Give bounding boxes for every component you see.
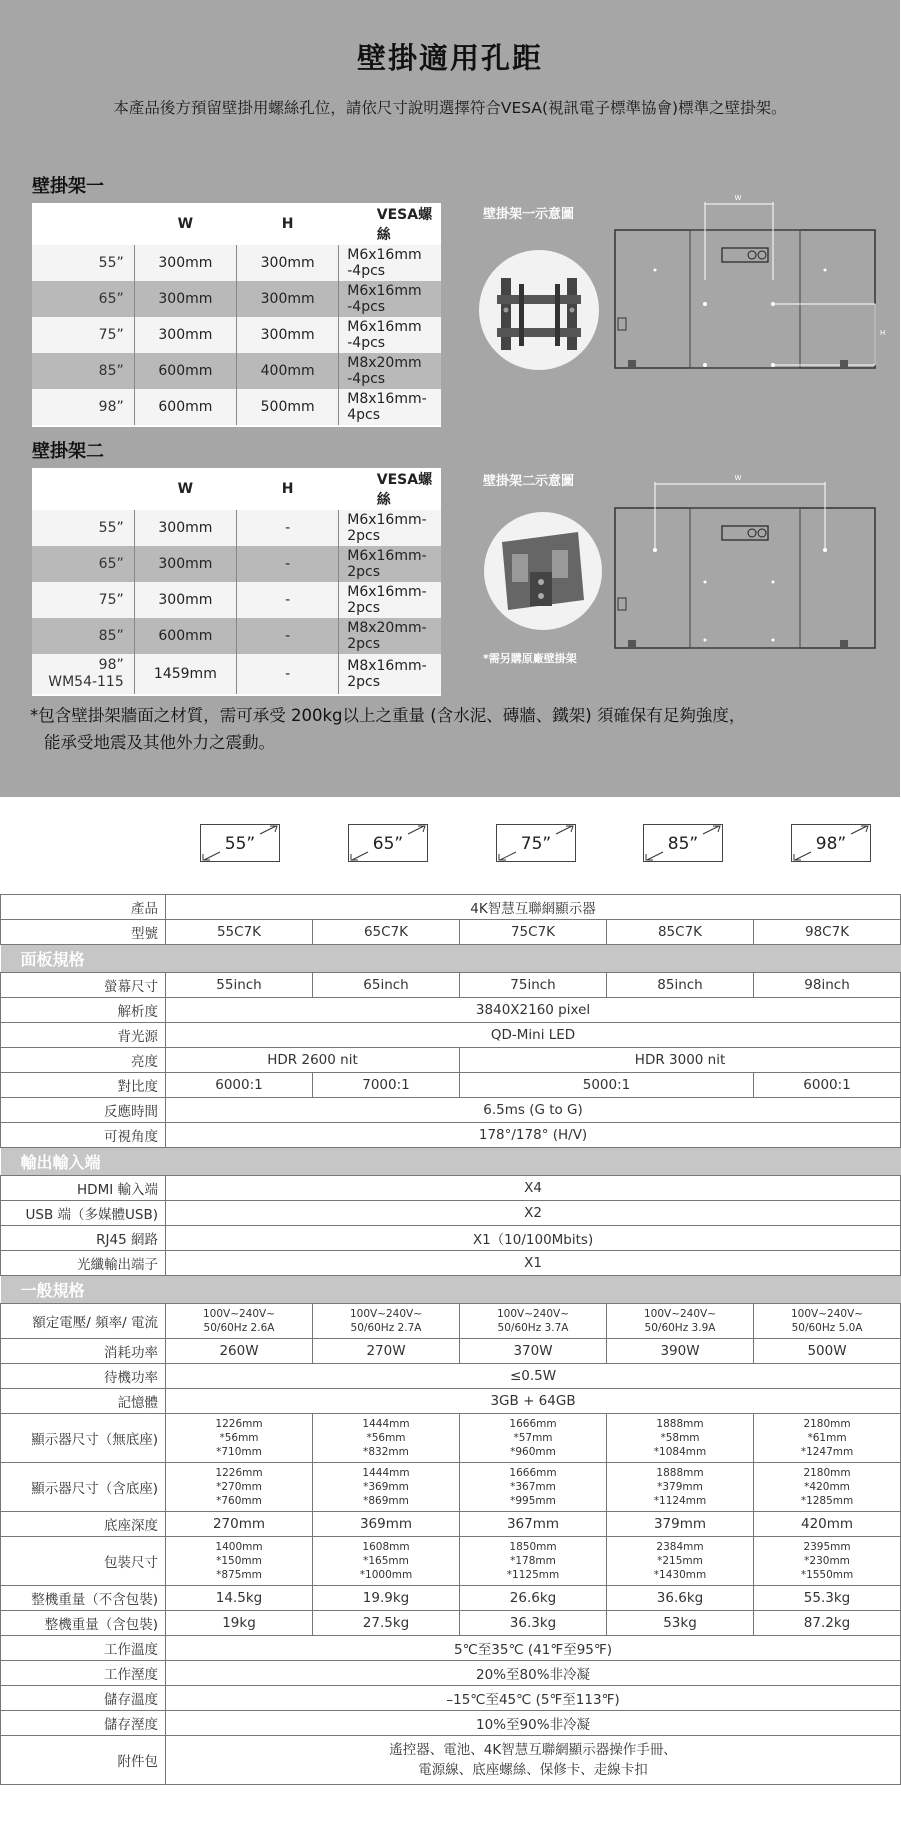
vesa-cell-w: 300mm	[134, 245, 236, 281]
general-header	[1, 1276, 901, 1304]
mount2-heading: 壁掛架二	[32, 441, 104, 462]
vesa-cell-v: M8x16mm-4pcs	[339, 389, 441, 426]
screen-row-cell: 98inch	[754, 973, 901, 998]
vesa-model-line: WM54-115	[48, 674, 124, 690]
vesa-row	[32, 654, 441, 695]
vesa-cell-h: 400mm	[237, 353, 339, 389]
mount1-bracket-image	[479, 250, 599, 370]
power-row-cell	[313, 1304, 460, 1339]
vesa-header-cell	[32, 468, 134, 510]
vesa-header-cell: H	[237, 203, 339, 245]
acc-row-label: 附件包	[1, 1736, 166, 1785]
vesa-cell-size: 65”	[32, 546, 134, 582]
mount2-figure-note: *需另購原廠壁掛架	[483, 652, 577, 665]
dim-stand-row-line: *379mm	[657, 1481, 703, 1493]
power-row-line: 50/60Hz 2.7A	[350, 1322, 422, 1334]
sthum-row-label: 儲存溼度	[1, 1711, 166, 1736]
vesa-cell-size	[32, 654, 134, 695]
size-badge	[200, 824, 280, 862]
net-row-cell: 26.6kg	[460, 1586, 607, 1611]
vesa-row	[32, 245, 441, 281]
pack-row-line: 2395mm	[803, 1541, 851, 1553]
net-row-cell: 19.9kg	[313, 1586, 460, 1611]
size-badge-label: 55”	[224, 834, 256, 854]
bright-row-cell: HDR 3000 nit	[460, 1048, 901, 1073]
pack-row-line: *165mm	[363, 1555, 409, 1567]
standby-row-cell: ≤0.5W	[166, 1364, 901, 1389]
pack-row	[1, 1537, 901, 1586]
screen-row-cell: 65inch	[313, 973, 460, 998]
product-row-label: 產品	[1, 895, 166, 920]
res-row	[1, 998, 901, 1023]
gross-row	[1, 1611, 901, 1636]
pack-row-cell	[166, 1537, 313, 1586]
vesa-row	[32, 353, 441, 389]
vesa-cell-v: M6x16mm -4pcs	[339, 245, 441, 281]
power-row-cell	[607, 1304, 754, 1339]
vesa-cell-v: M6x16mm -4pcs	[339, 281, 441, 317]
power-row-line: 100V~240V~	[791, 1308, 864, 1320]
spec-table	[0, 894, 901, 1785]
sttemp-row-label: 儲存溫度	[1, 1686, 166, 1711]
vesa-cell-w: 600mm	[134, 389, 236, 426]
power-row-line: 100V~240V~	[496, 1308, 570, 1320]
dim-nostand-row-cell	[754, 1414, 901, 1463]
response-row	[1, 1098, 901, 1123]
bracket-tilt-icon	[484, 512, 602, 630]
size-badge	[791, 824, 871, 862]
hdmi-row	[1, 1176, 901, 1201]
vesa-header-row	[32, 468, 441, 510]
acc-row-line: 遙控器、電池、4K智慧互聯網顯示器操作手冊、	[389, 1742, 677, 1758]
ophum-row-cell: 20%至80%非冷凝	[166, 1661, 901, 1686]
power-row-cell	[754, 1304, 901, 1339]
net-row-cell: 14.5kg	[166, 1586, 313, 1611]
standby-row-label: 待機功率	[1, 1364, 166, 1389]
dim-nostand-row-line: 2180mm	[803, 1418, 851, 1430]
dim-nostand-row-cell	[607, 1414, 754, 1463]
vesa-cell-size: 55”	[32, 510, 134, 546]
pack-row-line: *215mm	[657, 1555, 703, 1567]
power-row-line: 50/60Hz 3.9A	[644, 1322, 716, 1334]
gross-row-cell: 53kg	[607, 1611, 754, 1636]
w2-dim-label: W	[734, 474, 742, 482]
vesa-cell-h: -	[237, 582, 339, 618]
net-row-cell: 36.6kg	[607, 1586, 754, 1611]
base-row-label: 底座深度	[1, 1512, 166, 1537]
dim-stand-row-cell	[166, 1463, 313, 1512]
dim-nostand-row-cell	[460, 1414, 607, 1463]
dim-nostand-row	[1, 1414, 901, 1463]
model-row-label: 型號	[1, 920, 166, 945]
vesa-cell-v: M8x20mm -4pcs	[339, 353, 441, 389]
acc-row-line: 電源線、底座螺絲、保修卡、走線卡扣	[418, 1762, 648, 1778]
pack-row-line: 1850mm	[509, 1541, 557, 1553]
rj45-row	[1, 1226, 901, 1251]
screen-row	[1, 973, 901, 998]
dim-stand-row-line: 2180mm	[803, 1467, 851, 1479]
size-badge	[348, 824, 428, 862]
net-row-label: 整機重量（不含包裝)	[1, 1586, 166, 1611]
dim-stand-row-line: *369mm	[363, 1481, 409, 1493]
power-row-label: 額定電壓/ 頻率/ 電流	[1, 1304, 166, 1339]
vesa-row	[32, 582, 441, 618]
mount1-table	[32, 203, 441, 427]
dim-nostand-row-line: *832mm	[363, 1446, 409, 1458]
angle-row	[1, 1123, 901, 1148]
rj45-row-cell: X1（10/100Mbits)	[166, 1226, 901, 1251]
vesa-cell-h: 300mm	[237, 317, 339, 353]
dim-stand-row-line: 1666mm	[509, 1467, 557, 1479]
vesa-header-cell: H	[237, 468, 339, 510]
screen-row-cell: 85inch	[607, 973, 754, 998]
consume-row-cell: 390W	[607, 1339, 754, 1364]
vesa-cell-size: 85”	[32, 353, 134, 389]
h-dim-label: H	[880, 329, 886, 337]
vesa-cell-h: -	[237, 510, 339, 546]
dim-nostand-row-line: 1226mm	[215, 1418, 263, 1430]
io-header	[1, 1148, 901, 1176]
vesa-cell-w: 300mm	[134, 546, 236, 582]
vesa-cell-v: M8x20mm-2pcs	[339, 618, 441, 654]
diagonal-arrow-icon	[643, 824, 723, 862]
dim-stand-row-line: *367mm	[510, 1481, 556, 1493]
screen-row-cell: 75inch	[460, 973, 607, 998]
dim-nostand-row-line: 1666mm	[509, 1418, 557, 1430]
contrast-row	[1, 1073, 901, 1098]
optemp-row-cell: 5℃至35℃ (41℉至95℉)	[166, 1636, 901, 1661]
standby-row	[1, 1364, 901, 1389]
pack-row-label: 包裝尺寸	[1, 1537, 166, 1586]
dim-stand-row-line: 1444mm	[362, 1467, 410, 1479]
vesa-header-cell: W	[134, 203, 236, 245]
power-row	[1, 1304, 901, 1339]
mount2-table	[32, 468, 441, 696]
power-row-cell	[460, 1304, 607, 1339]
backlight-row	[1, 1023, 901, 1048]
rj45-row-label: RJ45 網路	[1, 1226, 166, 1251]
dim-stand-row-line: *760mm	[216, 1495, 262, 1507]
vesa-cell-h: 500mm	[237, 389, 339, 426]
mount1-heading: 壁掛架一	[32, 176, 104, 197]
model-row-cell: 98C7K	[754, 920, 901, 945]
screen-row-cell: 55inch	[166, 973, 313, 998]
vesa-cell-size: 75”	[32, 582, 134, 618]
vesa-row	[32, 546, 441, 582]
dim-nostand-row-label: 顯示器尺寸（無底座)	[1, 1414, 166, 1463]
vesa-cell-v: M6x16mm-2pcs	[339, 546, 441, 582]
gross-row-cell: 19kg	[166, 1611, 313, 1636]
pack-row-line: *1125mm	[506, 1569, 560, 1581]
mount2-figure-label: 壁掛架二示意圖	[483, 474, 575, 489]
vesa-cell-h: 300mm	[237, 245, 339, 281]
vesa-row	[32, 389, 441, 426]
pack-row-line: *178mm	[510, 1555, 556, 1567]
contrast-row-cell: 7000:1	[313, 1073, 460, 1098]
vesa-row	[32, 618, 441, 654]
angle-row-cell: 178°/178° (H/V)	[166, 1123, 901, 1148]
dim-nostand-row-line: *1084mm	[653, 1446, 707, 1458]
response-row-cell: 6.5ms (G to G)	[166, 1098, 901, 1123]
vesa-cell-h: -	[237, 618, 339, 654]
pack-row-line: *1430mm	[653, 1569, 707, 1581]
angle-row-label: 可視角度	[1, 1123, 166, 1148]
dim-nostand-row-line: *960mm	[510, 1446, 556, 1458]
base-row-cell: 369mm	[313, 1512, 460, 1537]
sttemp-row-cell: –15℃至45℃ (5℉至113℉)	[166, 1686, 901, 1711]
dim-stand-row-cell	[754, 1463, 901, 1512]
vesa-row	[32, 510, 441, 546]
intro-text: 本產品後方預留壁掛用螺絲孔位，請依尺寸說明選擇符合VESA(視訊電子標準協會)標準之壁掛架。	[113, 99, 787, 117]
model-row	[1, 920, 901, 945]
optical-row-cell: X1	[166, 1251, 901, 1276]
contrast-row-cell: 6000:1	[166, 1073, 313, 1098]
size-badge-label: 75”	[520, 834, 552, 854]
gross-row-cell: 36.3kg	[460, 1611, 607, 1636]
pack-row-line: 2384mm	[656, 1541, 704, 1553]
vesa-cell-size: 55”	[32, 245, 134, 281]
dim-nostand-row-line: *56mm	[219, 1432, 259, 1444]
dim-nostand-row-line: *57mm	[513, 1432, 553, 1444]
vesa-size-line: 98”	[98, 657, 124, 673]
screen-row-label: 螢幕尺寸	[1, 973, 166, 998]
vesa-cell-h: -	[237, 546, 339, 582]
vesa-cell-v: M6x16mm-2pcs	[339, 510, 441, 546]
consume-row-cell: 370W	[460, 1339, 607, 1364]
dim-stand-row-line: *420mm	[804, 1481, 850, 1493]
dim-nostand-row-cell	[313, 1414, 460, 1463]
panel-header-label: 面板規格	[1, 945, 901, 973]
vesa-row	[32, 281, 441, 317]
response-row-label: 反應時間	[1, 1098, 166, 1123]
vesa-header-cell: VESA螺絲	[339, 468, 441, 510]
contrast-row-label: 對比度	[1, 1073, 166, 1098]
vesa-cell-size: 85”	[32, 618, 134, 654]
io-header-label: 輸出輸入端	[1, 1148, 901, 1176]
vesa-cell-v: M6x16mm-2pcs	[339, 582, 441, 618]
vesa-cell-h: -	[237, 654, 339, 695]
vesa-cell-w: 600mm	[134, 618, 236, 654]
consume-row-label: 消耗功率	[1, 1339, 166, 1364]
optical-row	[1, 1251, 901, 1276]
diagonal-arrow-icon	[496, 824, 576, 862]
dim-stand-row-line: *869mm	[363, 1495, 409, 1507]
dim-nostand-row-line: *58mm	[660, 1432, 700, 1444]
dim-stand-row-line: *1285mm	[800, 1495, 854, 1507]
dim-nostand-row-line: *710mm	[216, 1446, 262, 1458]
base-row	[1, 1512, 901, 1537]
dim-nostand-row-line: *61mm	[807, 1432, 847, 1444]
usb-row-cell: X2	[166, 1201, 901, 1226]
pack-row-line: *1000mm	[359, 1569, 413, 1581]
vesa-cell-v: M6x16mm -4pcs	[339, 317, 441, 353]
contrast-row-cell: 5000:1	[460, 1073, 754, 1098]
product-row-cell: 4K智慧互聯網顯示器	[166, 895, 901, 920]
dim-nostand-row-line: 1888mm	[656, 1418, 704, 1430]
diagonal-arrow-icon	[348, 824, 428, 862]
bright-row-cell: HDR 2600 nit	[166, 1048, 460, 1073]
dim-stand-row-label: 顯示器尺寸（含底座)	[1, 1463, 166, 1512]
memory-row-cell: 3GB + 64GB	[166, 1389, 901, 1414]
consume-row-cell: 270W	[313, 1339, 460, 1364]
hdmi-row-label: HDMI 輸入端	[1, 1176, 166, 1201]
power-row-cell	[166, 1304, 313, 1339]
dim-stand-row-line: *995mm	[510, 1495, 556, 1507]
size-badge-label: 98”	[815, 834, 847, 854]
acc-row	[1, 1736, 901, 1785]
consume-row-cell: 500W	[754, 1339, 901, 1364]
gross-row-cell: 27.5kg	[313, 1611, 460, 1636]
vesa-header-cell: W	[134, 468, 236, 510]
mount1-tv-diagram	[610, 190, 886, 380]
res-row-cell: 3840X2160 pixel	[166, 998, 901, 1023]
ophum-row-label: 工作溼度	[1, 1661, 166, 1686]
dim-nostand-row-line: *56mm	[366, 1432, 406, 1444]
note-line-2: 能承受地震及其他外力之震動。	[44, 733, 275, 752]
consume-row-cell: 260W	[166, 1339, 313, 1364]
dim-nostand-row-line: *1247mm	[800, 1446, 854, 1458]
power-row-line: 50/60Hz 5.0A	[791, 1322, 863, 1334]
power-row-line: 100V~240V~	[202, 1308, 276, 1320]
bright-row-label: 亮度	[1, 1048, 166, 1073]
size-badge	[643, 824, 723, 862]
consume-row	[1, 1339, 901, 1364]
base-row-cell: 270mm	[166, 1512, 313, 1537]
vesa-cell-w: 1459mm	[134, 654, 236, 695]
dim-stand-row-line: 1226mm	[215, 1467, 263, 1479]
size-badge	[496, 824, 576, 862]
panel-header	[1, 945, 901, 973]
vesa-cell-w: 300mm	[134, 281, 236, 317]
dim-nostand-row-line: 1444mm	[362, 1418, 410, 1430]
vesa-cell-w: 300mm	[134, 510, 236, 546]
bracket-fixed-icon	[479, 250, 599, 370]
sthum-row-cell: 10%至90%非冷凝	[166, 1711, 901, 1736]
vesa-header-cell: VESA螺絲	[339, 203, 441, 245]
hdmi-row-cell: X4	[166, 1176, 901, 1201]
pack-row-cell	[460, 1537, 607, 1586]
backlight-row-cell: QD-Mini LED	[166, 1023, 901, 1048]
base-row-cell: 367mm	[460, 1512, 607, 1537]
vesa-cell-h: 300mm	[237, 281, 339, 317]
sttemp-row	[1, 1686, 901, 1711]
dim-stand-row-cell	[460, 1463, 607, 1512]
acc-row-cell	[166, 1736, 901, 1785]
vesa-row	[32, 317, 441, 353]
base-row-cell: 420mm	[754, 1512, 901, 1537]
net-row	[1, 1586, 901, 1611]
vesa-cell-w: 300mm	[134, 317, 236, 353]
gross-row-label: 整機重量（含包裝)	[1, 1611, 166, 1636]
size-badge-label: 85”	[667, 834, 699, 854]
backlight-row-label: 背光源	[1, 1023, 166, 1048]
dim-stand-row-cell	[313, 1463, 460, 1512]
dim-stand-row-line: *270mm	[216, 1481, 262, 1493]
mount2-tv-diagram	[610, 460, 880, 660]
model-row-cell: 55C7K	[166, 920, 313, 945]
optical-row-label: 光纖輸出端子	[1, 1251, 166, 1276]
mount1-figure-label: 壁掛架一示意圖	[483, 207, 575, 222]
dim-nostand-row-cell	[166, 1414, 313, 1463]
model-row-cell: 65C7K	[313, 920, 460, 945]
diagonal-arrow-icon	[791, 824, 871, 862]
pack-row-line: *1550mm	[800, 1569, 854, 1581]
vesa-header-row	[32, 203, 441, 245]
net-row-cell: 55.3kg	[754, 1586, 901, 1611]
model-row-cell: 75C7K	[460, 920, 607, 945]
pack-row-line: 1608mm	[362, 1541, 410, 1553]
res-row-label: 解析度	[1, 998, 166, 1023]
diagonal-arrow-icon	[200, 824, 280, 862]
vesa-cell-size: 75”	[32, 317, 134, 353]
model-row-cell: 85C7K	[607, 920, 754, 945]
ophum-row	[1, 1661, 901, 1686]
wall-strength-note	[30, 702, 850, 756]
bright-row	[1, 1048, 901, 1073]
w-dim-label: W	[734, 194, 742, 202]
vesa-header-cell	[32, 203, 134, 245]
dim-stand-row-cell	[607, 1463, 754, 1512]
vesa-cell-v: M8x16mm-2pcs	[339, 654, 441, 695]
contrast-row-cell: 6000:1	[754, 1073, 901, 1098]
vesa-cell-size: 65”	[32, 281, 134, 317]
dim-stand-row-line: 1888mm	[656, 1467, 704, 1479]
size-badge-label: 65”	[372, 834, 404, 854]
pack-row-cell	[754, 1537, 901, 1586]
dim-stand-row-line: *1124mm	[653, 1495, 707, 1507]
general-header-label: 一般規格	[1, 1276, 901, 1304]
usb-row-label: USB 端（多媒體USB)	[1, 1201, 166, 1226]
dim-stand-row	[1, 1463, 901, 1512]
gross-row-cell: 87.2kg	[754, 1611, 901, 1636]
pack-row-line: *230mm	[804, 1555, 850, 1567]
memory-row-label: 記憶體	[1, 1389, 166, 1414]
pack-row-line: *150mm	[216, 1555, 262, 1567]
sthum-row	[1, 1711, 901, 1736]
page-title: 壁掛適用孔距	[356, 41, 543, 75]
power-row-line: 50/60Hz 2.6A	[203, 1322, 275, 1334]
pack-row-line: 1400mm	[215, 1541, 263, 1553]
memory-row	[1, 1389, 901, 1414]
vesa-cell-w: 600mm	[134, 353, 236, 389]
pack-row-line: *875mm	[216, 1569, 262, 1581]
note-line-1: *包含壁掛架牆面之材質，需可承受 200kg以上之重量 (含水泥、磚牆、鐵架) 須確保有足夠強度，	[30, 706, 746, 725]
pack-row-cell	[313, 1537, 460, 1586]
product-row	[1, 895, 901, 920]
pack-row-cell	[607, 1537, 754, 1586]
optemp-row-label: 工作溫度	[1, 1636, 166, 1661]
power-row-line: 50/60Hz 3.7A	[497, 1322, 569, 1334]
vesa-cell-size: 98”	[32, 389, 134, 426]
usb-row	[1, 1201, 901, 1226]
base-row-cell: 379mm	[607, 1512, 754, 1537]
optemp-row	[1, 1636, 901, 1661]
vesa-cell-w: 300mm	[134, 582, 236, 618]
power-row-line: 100V~240V~	[643, 1308, 717, 1320]
power-row-line: 100V~240V~	[349, 1308, 423, 1320]
mount2-bracket-image	[484, 512, 602, 630]
